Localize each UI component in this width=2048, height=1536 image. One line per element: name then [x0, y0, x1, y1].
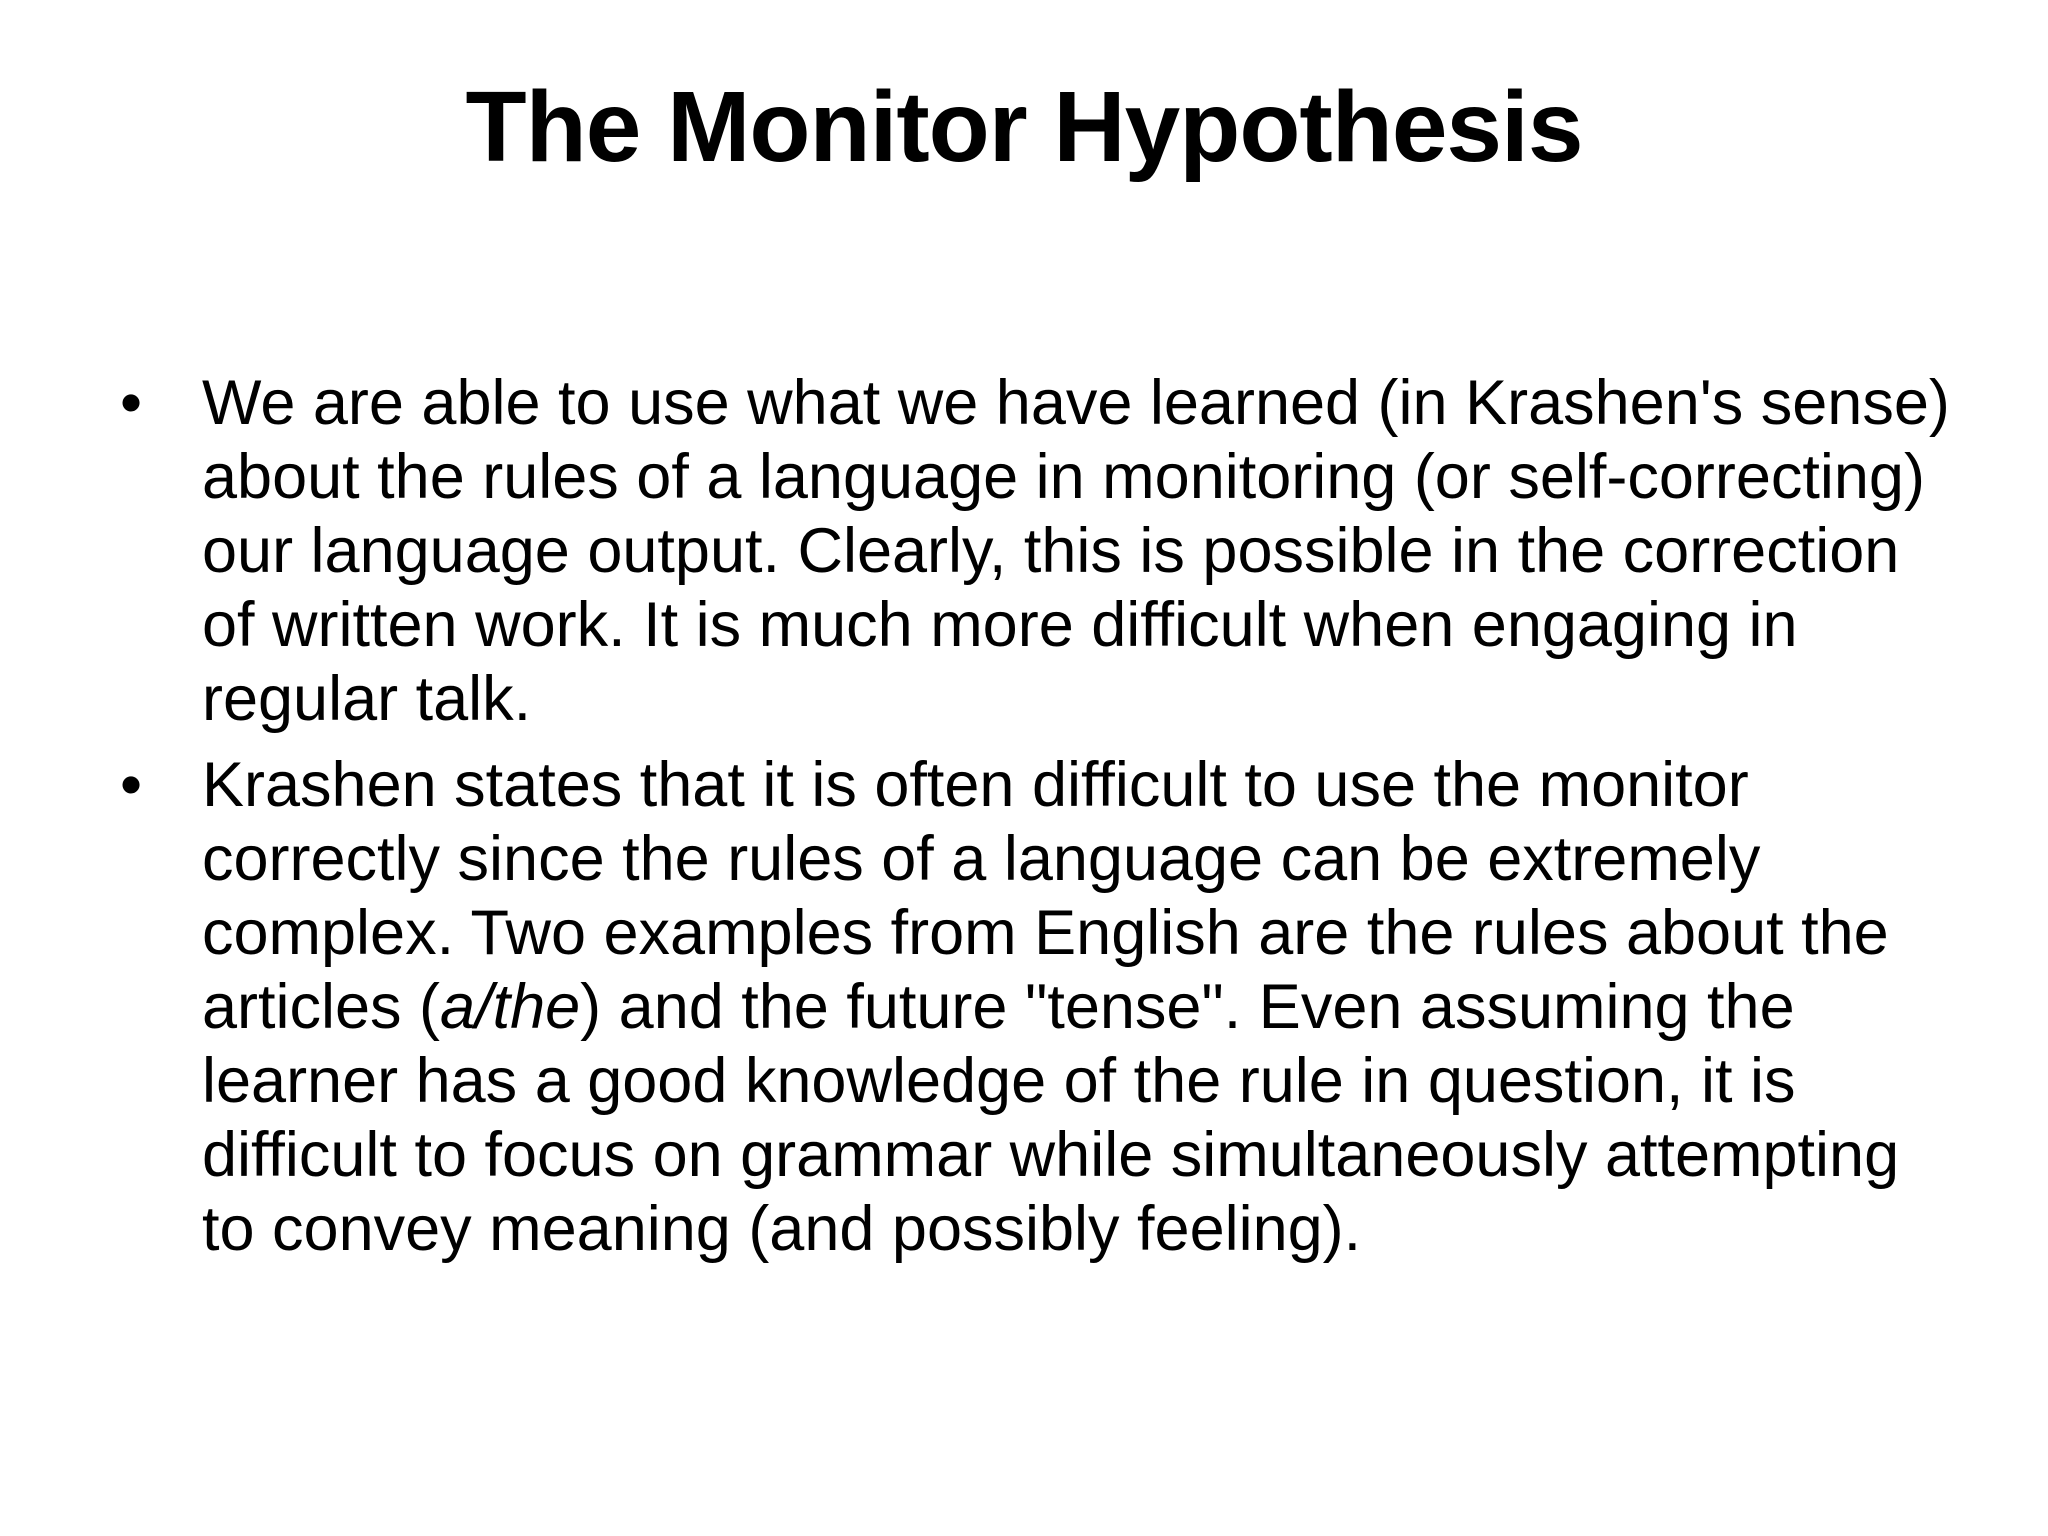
bullet-text-2-part-1: Krashen states that it is often difficult to use the monitor correctly since the rules of a language can be extremely complex. Two examples from English are the rules about the articles ( — [202, 750, 1889, 1042]
bullet-item-2 — [120, 748, 1950, 1266]
bullet-item-1 — [120, 366, 1950, 736]
bullet-text-2 — [202, 750, 1899, 1264]
bullet-text-2-italic: a/the — [440, 972, 581, 1042]
bullet-text-2-part-2: ) and the future "tense". Even assuming the learner has a good knowledge of the rule in question, it is difficult to focus on grammar while simultaneously attempting to convey meaning (and possibly feeling). — [202, 972, 1900, 1264]
bullet-text-1: We are able to use what we have learned (in Krashen's sense) about the rules of a language in monitoring (or self-correcting) our language output. Clearly, this is possible in the correction of written work. It is much more difficult when engaging in regular talk. — [202, 368, 1950, 734]
bullet-dot-icon: • — [120, 750, 143, 820]
bullet-dot-icon: • — [120, 368, 143, 438]
bullet-list — [120, 366, 1950, 1278]
slide-title: The Monitor Hypothesis — [465, 71, 1583, 183]
